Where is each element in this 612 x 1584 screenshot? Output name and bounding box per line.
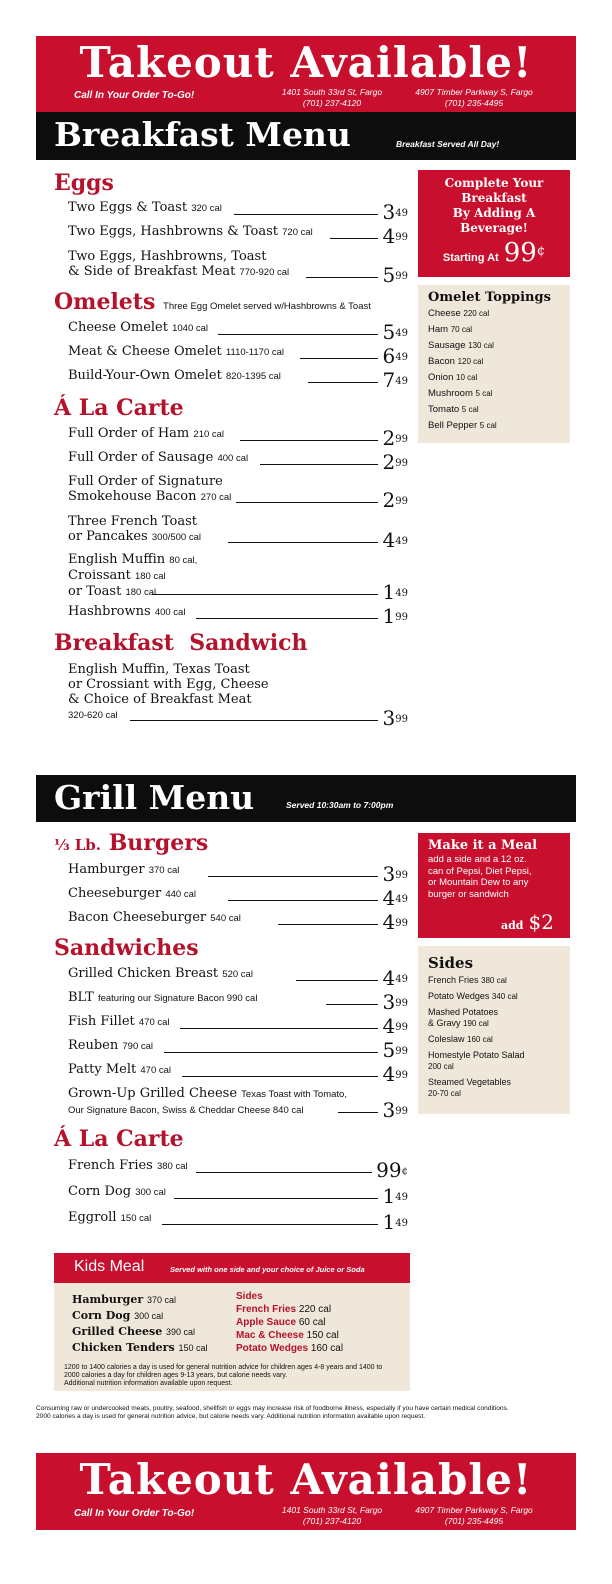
section-burgers: ⅓ Lb. Burgers xyxy=(54,830,209,856)
price: $1^{49}$ xyxy=(382,1184,408,1208)
price: $3^{99}$ xyxy=(382,990,408,1014)
price: $3^{49}$ xyxy=(382,200,408,224)
menu-item: BLT featuring our Signature Bacon 990 cal $3^{99}$ xyxy=(68,990,408,1014)
price: $7^{49}$ xyxy=(382,368,408,392)
topping-item: Cheese 220 cal xyxy=(428,308,490,319)
price: $4^{49}$ xyxy=(382,528,408,552)
menu-item: Three French Toast or Pancakes 300/500 cal $4^{49}$ xyxy=(68,514,408,552)
topping-item: Tomato 5 cal xyxy=(428,404,479,415)
topping-item: Sausage 130 cal xyxy=(428,340,494,351)
price: $2^{99}$ xyxy=(382,426,408,450)
kids-meal-box xyxy=(54,1253,410,1391)
grill-subtitle: Served 10:30am to 7:00pm xyxy=(286,800,394,810)
kids-side-item: Apple Sauce 60 cal xyxy=(236,1317,326,1328)
topping-item: Ham 70 cal xyxy=(428,324,473,335)
kids-side-item: Mac & Cheese 150 cal xyxy=(236,1330,339,1341)
meal-heading: Make it a Meal xyxy=(428,838,538,853)
kids-meal-heading: Kids Meal xyxy=(74,1258,145,1275)
location-2-phone[interactable]: (701) 235-4495 xyxy=(444,98,504,108)
location-1-street: 1401 South 33rd St, Fargo xyxy=(281,1505,383,1515)
takeout-title: Takeout Available! xyxy=(79,38,533,87)
menu-item: Cheese Omelet 1040 cal $5^{49}$ xyxy=(68,320,408,344)
price: 99¢ xyxy=(376,1158,408,1182)
section-sandwiches: Sandwiches xyxy=(54,935,199,961)
menu-item: Two Eggs, Hashbrowns & Toast 720 cal $4^{99}$ xyxy=(68,224,408,248)
price: $4^{99}$ xyxy=(382,910,408,934)
location-2-phone[interactable]: (701) 235-4495 xyxy=(444,1516,504,1526)
location-1 xyxy=(272,1505,392,1527)
price: $4^{49}$ xyxy=(382,886,408,910)
price: $3^{99}$ xyxy=(382,1098,408,1122)
price: $1^{49}$ xyxy=(382,1210,408,1234)
kids-item: Grilled Cheese 390 cal xyxy=(72,1325,196,1338)
menu-item: English Muffin, Texas Toast or Crossiant with Egg, Cheese & Choice of Breakfast Meat 320-620 cal $3^{99}$ xyxy=(68,662,408,730)
breakfast-menu-bar xyxy=(36,112,576,160)
kids-item: Corn Dog 300 cal xyxy=(72,1309,164,1322)
omelet-toppings-box xyxy=(418,285,570,443)
sides-heading: Sides xyxy=(428,954,474,972)
beverage-promo: Complete Your Breakfast By Adding A Beverage! Starting At 99¢ xyxy=(418,170,570,277)
menu-item: Reuben 790 cal $5^{99}$ xyxy=(68,1038,408,1062)
side-item: Mashed Potatoes & Gravy 190 cal xyxy=(428,1007,499,1028)
topping-item: Mushroom 5 cal xyxy=(428,388,493,399)
location-1-phone[interactable]: (701) 237-4120 xyxy=(302,98,362,108)
section-eggs: Eggs xyxy=(54,170,114,196)
takeout-banner-bottom xyxy=(36,1453,576,1530)
menu-item: Bacon Cheeseburger 540 cal $4^{99}$ xyxy=(68,910,408,934)
side-item: Steamed Vegetables 20-70 cal xyxy=(428,1077,512,1098)
side-item: French Fries 380 cal xyxy=(428,975,507,985)
price: $3^{99}$ xyxy=(382,862,408,886)
menu-item: Grilled Chicken Breast 520 cal $4^{49}$ xyxy=(68,966,408,990)
section-breakfast-sandwich: Breakfast Sandwich xyxy=(54,630,308,656)
price: $4^{99}$ xyxy=(382,224,408,248)
menu-item: Eggroll 150 cal $1^{49}$ xyxy=(68,1210,408,1234)
call-in-text: Call In Your Order To-Go! xyxy=(74,90,195,101)
price: $2^{99}$ xyxy=(382,450,408,474)
takeout-title: Takeout Available! xyxy=(79,1455,533,1504)
side-item: Potato Wedges 340 cal xyxy=(428,991,518,1001)
price: $1^{99}$ xyxy=(382,604,408,628)
grill-menu-title: Grill Menu xyxy=(54,778,255,817)
menu-item: Grown-Up Grilled Cheese Texas Toast with Tomato, Our Signature Bacon, Swiss & Cheddar Cheese 840 cal $3^{99}$ xyxy=(68,1086,408,1122)
disclaimer: Consuming raw or undercooked meats, poultry, seafood, shellfish or eggs may increase risk of foodborne illness, especially if you have certain medical conditions. 2000 calories a day is used for general nutrition advice, but calorie needs vary. Additional nutrition information available upon request. xyxy=(36,1405,509,1420)
kids-fine-print: 1200 to 1400 calories a day is used for general nutrition advice for children ages 4-8 years and 1400 to 2000 calories a day for children ages 9-13 years, but calorie needs vary. Additional nutrition information available upon request. xyxy=(64,1364,383,1387)
menu-item: Full Order of Sausage 400 cal $2^{99}$ xyxy=(68,450,408,474)
menu-item: Two Eggs, Hashbrowns, Toast & Side of Breakfast Meat 770-920 cal $5^{99}$ xyxy=(68,249,408,287)
price: $4^{49}$ xyxy=(382,966,408,990)
price: $6^{49}$ xyxy=(382,344,408,368)
kids-meal-header xyxy=(54,1253,410,1283)
menu-item: Full Order of Ham 210 cal $2^{99}$ xyxy=(68,426,408,450)
topping-item: Bell Pepper 5 cal xyxy=(428,420,497,431)
location-2 xyxy=(404,87,544,109)
topping-item: Bacon 120 cal xyxy=(428,356,484,367)
omelet-toppings-heading: Omelet Toppings xyxy=(428,290,551,305)
location-1-street: 1401 South 33rd St, Fargo xyxy=(281,87,383,97)
menu-item: Two Eggs & Toast 320 cal $3^{49}$ xyxy=(68,200,408,224)
kids-meal-note: Served with one side and your choice of Juice or Soda xyxy=(170,1265,365,1274)
menu-item: Corn Dog 300 cal $1^{49}$ xyxy=(68,1184,408,1208)
location-2-street: 4907 Timber Parkway S, Fargo xyxy=(415,1505,533,1515)
kids-item: Chicken Tenders 150 cal xyxy=(72,1341,208,1354)
price: $5^{99}$ xyxy=(382,1038,408,1062)
side-item: Homestyle Potato Salad 200 cal xyxy=(428,1050,525,1071)
kids-sides-heading: Sides xyxy=(236,1291,263,1302)
menu-item: Build-Your-Own Omelet 820-1395 cal $7^{49}$ xyxy=(68,368,408,392)
kids-side-item: Potato Wedges 160 cal xyxy=(236,1343,344,1354)
price: $1^{49}$ xyxy=(382,580,408,604)
location-1 xyxy=(272,87,392,109)
call-in-text: Call In Your Order To-Go! xyxy=(74,1508,195,1519)
price: $4^{99}$ xyxy=(382,1014,408,1038)
price: $5^{49}$ xyxy=(382,320,408,344)
takeout-banner-top xyxy=(36,36,576,112)
sides-box xyxy=(418,946,570,1114)
location-2-street: 4907 Timber Parkway S, Fargo xyxy=(415,87,533,97)
price: $5^{99}$ xyxy=(382,263,408,287)
menu-item: French Fries 380 cal 99¢ xyxy=(68,1158,408,1182)
location-1-phone[interactable]: (701) 237-4120 xyxy=(302,1516,362,1526)
menu-item: Meat & Cheese Omelet 1110-1170 cal $6^{49}$ xyxy=(68,344,408,368)
breakfast-subtitle: Breakfast Served All Day! xyxy=(396,139,500,149)
menu-item: Fish Fillet 470 cal $4^{99}$ xyxy=(68,1014,408,1038)
section-a-la-carte-breakfast: Á La Carte xyxy=(54,395,184,421)
breakfast-menu-title: Breakfast Menu xyxy=(54,115,351,154)
menu-item: Full Order of Signature Smokehouse Bacon 270 cal $2^{99}$ xyxy=(68,474,408,512)
grill-menu-bar xyxy=(36,775,576,822)
price: $2^{99}$ xyxy=(382,488,408,512)
menu-item: English Muffin 80 cal, Croissant 180 cal or Toast 180 cal $1^{49}$ xyxy=(68,552,408,604)
kids-item: Hamburger 370 cal xyxy=(72,1293,177,1306)
omelets-note: Three Egg Omelet served w/Hashbrowns & Toast xyxy=(163,301,371,312)
make-it-a-meal-promo: Make it a Meal add a side and a 12 oz. can of Pepsi, Diet Pepsi, or Mountain Dew to any burger or sandwich add $2 xyxy=(418,833,570,938)
menu-item: Patty Melt 470 cal $4^{99}$ xyxy=(68,1062,408,1086)
price: $4^{99}$ xyxy=(382,1062,408,1086)
kids-side-item: French Fries 220 cal xyxy=(236,1304,332,1315)
side-item: Coleslaw 160 cal xyxy=(428,1034,493,1044)
location-2 xyxy=(404,1505,544,1527)
menu-item: Hashbrowns 400 cal $1^{99}$ xyxy=(68,604,408,628)
section-a-la-carte-grill: Á La Carte xyxy=(54,1126,184,1152)
price: $3^{99}$ xyxy=(382,706,408,730)
menu-item: Hamburger 370 cal $3^{99}$ xyxy=(68,862,408,886)
menu-item: Cheeseburger 440 cal $4^{49}$ xyxy=(68,886,408,910)
section-omelets: Omelets Three Egg Omelet served w/Hashbrowns & Toast xyxy=(54,289,371,315)
topping-item: Onion 10 cal xyxy=(428,372,478,383)
